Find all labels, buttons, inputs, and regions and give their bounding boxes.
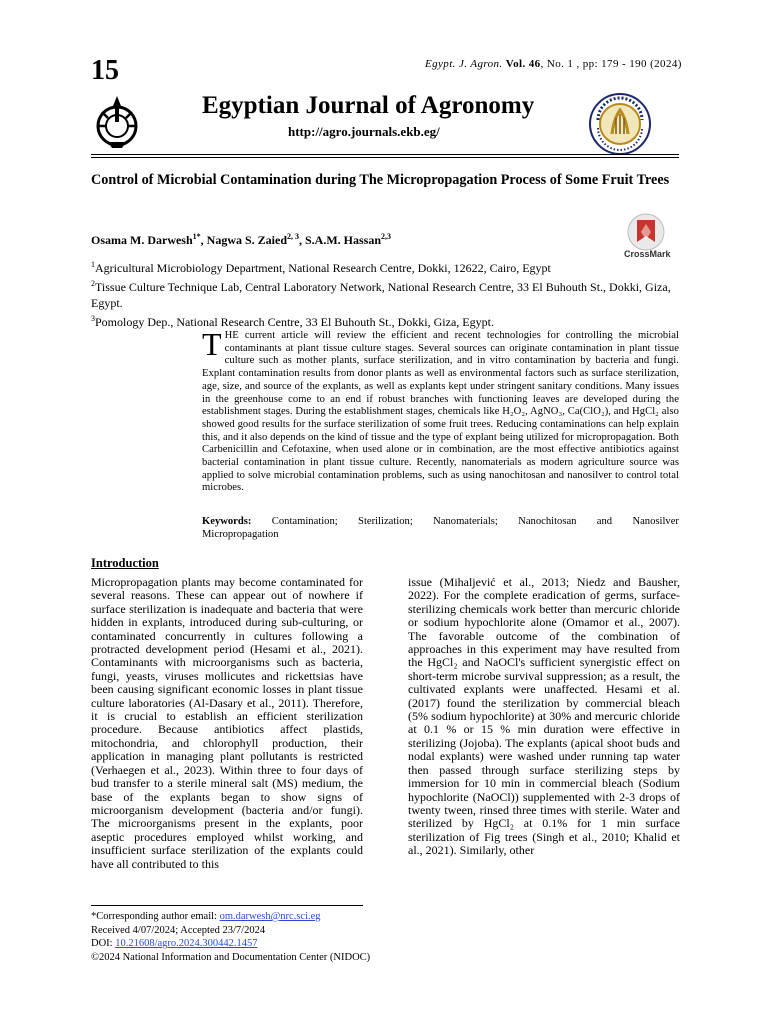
journal-abbrev: Egypt. J. Agron. [425,58,503,70]
article-title: Control of Microbial Contamination during The Micropropagation Process of Some Fruit Trees [91,172,670,188]
journal-title: Egyptian Journal of Agronomy [202,92,535,119]
abstract [202,326,679,495]
affiliations [91,257,681,331]
society-seal-icon [588,92,652,156]
abstract-drop-cap: T [202,326,222,362]
intro-column-left: Micropropagation plants may become contaminated for several reasons. These can appear out of nowhere if surface sterilization is inadequate and bacteria that were hidden in explants, introduced during sub-culturing, or contaminated concurrently in cultures following a protracted development period (Hesami et al., 2021). Contaminants with microorganisms such as bacteria, fungi, yeasts, viruses mollicutes and rickettsias have been causing significant economic losses in plant tissue culture laboratories (Al-Dasary et al., 2011). Therefore, it is crucial to establish an efficient sterilization procedure. Because antibiotics affect plastids, mitochondria, and chlorophyll production, their application in managing plant pollutants is restricted (Verhaegen et al., 2023). Within three to four days of bud transfer to a sterile mineral salt (MS) medium, the base of the explants began to show signs of microorganism development (bacteria and/or fungi). The microorganisms present in the explants, poor aseptic procedures employed whilst working, and insufficient surface sterilization of the explants could have all contributed to this [91,575,363,871]
journal-url-link[interactable]: http://agro.journals.ekb.eg/ [288,124,440,139]
keyword: Contamination; [271,516,338,527]
keyword: Micropropagation [202,529,279,540]
author-name: Osama M. Darwesh [91,233,193,247]
author-affil-mark: 1* [192,232,201,241]
journal-logo-icon [94,92,140,150]
footnote-rule [91,905,363,906]
keyword: Nanomaterials; [433,516,498,527]
journal-citation [425,58,682,70]
abstract-text: HE current article will review the efficient and recent technologies for controlling the microbial contaminants at plant tissue culture stages. Several sources can originate contamination in plant tissue culture such as mother plants, surface sterilization, and in vitro contamination by bacteria and fungi. Explant contamination results from donor plants as well as environmental factors such as surface sterilization, age, size, and source of the explants, as well as explants kept under stringent sanitary conditions. Many issues in the greenhouse come to an end if robust branches with functioning leaves are developed during the establishment stages. During the establishment stages, chemicals like H₂O₂, AgNO₃, Ca(ClO₂), and HgCl₂ also showed good results for the surface sterilization of some fruit trees. Reducing contaminations can help explain this, and it also depends on the kind of tissue and the type of explant being utilized for micropropagation. Both Carbenicillin and Cefotaxine, when used alone or in combination, are the most effective antibiotics against bacterial contamination in plant tissue culture. Recently, nanomaterials as modern agriculture source was applied to solve microbial contamination problems, such as using nanochitosan and nanosilver to control total microbes. [202,330,679,494]
doi: DOI: 10.21608/agro.2024.300442.1457 [91,938,258,950]
affiliation-item: $^3$Pomology Dep., National Research Centre, 33 El Buhouth St., Dokki, Giza, Egypt. [91,314,494,330]
volume-number: 46 [528,58,541,70]
header-rule [91,154,679,155]
keywords [202,515,679,541]
keyword: and [596,516,613,527]
keyword: Nanochitosan [518,516,577,527]
footnotes [91,910,370,965]
corresponding-author: *Corresponding author email: om.darwesh@nrc.sci.eg [91,911,321,922]
intro-column-right: issue (Mihaljević et al., 2013; Niedz and Bausher, 2022). For the complete eradication of germs, surface-sterilizing chemicals work better than mercuric chloride or sodium hypochlorite alone (Omamor et al., 2007). The favorable outcome of the combination of approaches in this experiment may have resulted from the HgCl₂ and NaOCl's sufficient synergistic effect on short-term microbe survival suppression; as a result, the cultivated explants were unaffected. Hesami et al. (2017) found the sterilization by commercial bleach (5% sodium hypochlorite) at 30% and mercuric chloride at 0.1 % or 15 % min duration were effective in sterilizing (Jojoba). The explants (apical shoot buds and nodal explants) were washed under running tap water then passed through surface sterilizing steps by immersion for 10 min in commercial bleach (Sodium hypochlorite (NaOCl)) supplemented with 2-3 drops of twenty tween, rinsed three times with sterile. Water and sterilized by HgCl₂ at 0.1% for 1 min surface sterilization of Fig trees (Singh et al., 2010; Khalid et al., 2021). Similarly, other [408,575,680,858]
author-name: Nagwa S. Zaied [206,233,287,247]
keyword: Sterilization; [358,516,413,527]
keywords-label: Keywords: [202,516,252,527]
affiliation-item: $^1$Agricultural Microbiology Department, National Research Centre, Dokki, 12622, Cairo, Egypt [91,260,551,275]
author-list: Osama M. Darwesh$^{1*}$, Nagwa S. Zaied$^{2, 3}$, S.A.M. Hassan$^{2,3}$ [91,232,392,247]
author-name: S.A.M. Hassan [305,233,382,247]
crossmark-label[interactable]: CrossMark [624,249,671,259]
section-heading: Introduction [91,556,159,570]
issue-pages: , No. 1 , pp: 179 - 190 (2024) [540,58,682,70]
volume-label: Vol. [505,58,526,70]
received-dates: Received 4/07/2024; Accepted 23/7/2024 [91,924,266,936]
header-rule-thin [91,157,679,158]
copyright: ©2024 National Information and Documentation Center (NIDOC) [91,952,371,964]
keyword: Nanosilver [632,516,679,527]
author-affil-mark: 2,3 [381,232,392,241]
email-link[interactable]: om.darwesh@nrc.sci.eg [219,911,321,922]
author-affil-mark: 2, 3 [287,232,299,241]
affiliation-item: $^2$Tissue Culture Technique Lab, Central Laboratory Network, National Research Centre, 33 El Buhouth St., Dokki, Giza, Egypt. [91,279,671,310]
doi-link[interactable]: 10.21608/agro.2024.300442.1457 [115,938,258,950]
page-number: 15 [91,55,119,86]
